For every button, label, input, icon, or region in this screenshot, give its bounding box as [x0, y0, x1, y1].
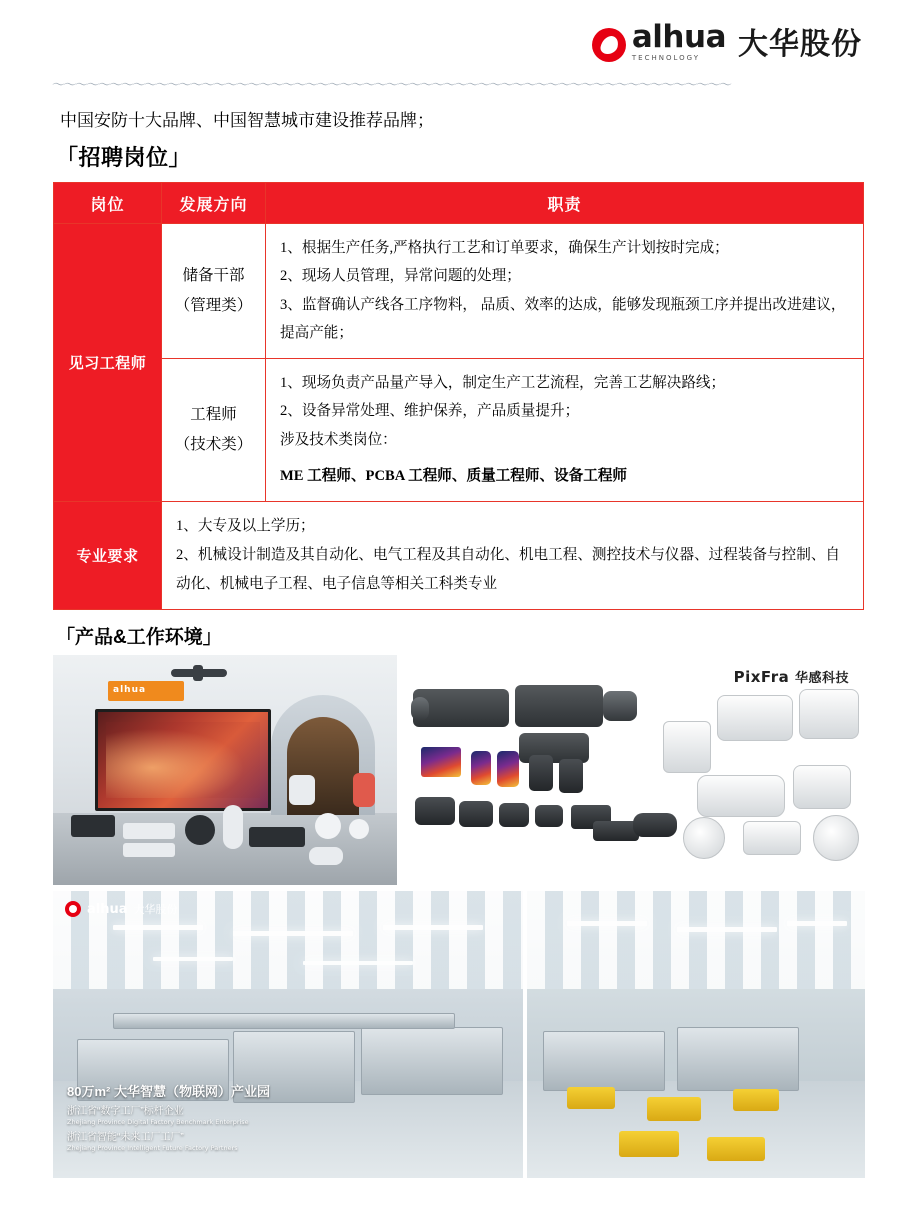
factory-caption-headline: 80万m² 大华智慧（物联网）产业园: [67, 1084, 270, 1100]
dahua-swoosh-icon: [65, 901, 81, 917]
thermal-binocular: [515, 685, 603, 727]
agv-robot: [647, 1097, 701, 1121]
agv-robot: [567, 1087, 615, 1109]
dome-camera: [683, 817, 725, 859]
photo-row-factory: [53, 891, 865, 1178]
multi-sensor-camera: [799, 689, 859, 739]
dome-camera: [813, 815, 859, 861]
factory-caption-line-1: 浙江省“数字工厂”标杆企业: [67, 1106, 184, 1118]
ceiling-light: [233, 931, 353, 936]
pixfra-wordmark: PixFra: [733, 668, 790, 687]
logo-mark: [592, 18, 726, 62]
product-nvr-unit: [123, 843, 175, 857]
ceiling-light: [677, 927, 777, 932]
product-white-device: [289, 775, 315, 805]
pixfra-logo: [734, 667, 849, 686]
table-header-direction: 发展方向: [162, 183, 266, 224]
ceiling-light: [113, 925, 203, 930]
cell-position-intern-engineer: 见习工程师: [54, 224, 162, 502]
factory-caption-en-2: Zhejiang Province Intelligent Future Factory Partners: [67, 1144, 238, 1153]
thermal-lens: [411, 697, 429, 721]
logo-wordmark-group: [631, 18, 726, 62]
direction-line-2: （技术类）: [174, 435, 253, 453]
agv-robot: [707, 1137, 765, 1161]
duty-item-bold: ME 工程师、PCBA 工程师、质量工程师、设备工程师: [280, 468, 628, 485]
ceiling-light: [787, 921, 847, 926]
factory-logo-wordmark: alhua: [87, 901, 128, 917]
showroom-video-wall: [95, 709, 271, 811]
cell-duties-management: [266, 224, 864, 359]
logo-wordmark: alhua: [631, 18, 726, 55]
workstation-unit: [677, 1027, 799, 1091]
thermal-module: [499, 803, 529, 827]
ptz-camera-long: [697, 775, 785, 817]
thermal-module: [459, 801, 493, 827]
thermal-monocular: [603, 691, 637, 721]
ceiling-light: [153, 957, 233, 961]
cell-major-requirements: [162, 501, 864, 610]
cell-direction-management: [162, 224, 266, 359]
table-row: [54, 224, 864, 359]
logo-tagline: TECHNOLOGY: [631, 53, 700, 62]
thermal-handheld: [497, 751, 519, 787]
product-red-device: [353, 773, 375, 807]
duty-item: 3、监督确认产线各工序物料， 品质、效率的达成，能够发现瓶颈工序并提出改进建议，提高产能；: [280, 296, 846, 342]
dahua-swoosh-icon: [592, 28, 626, 62]
intro-text: 中国安防十大品牌、中国智慧城市建设推荐品牌；: [60, 111, 434, 130]
ptz-camera: [663, 721, 711, 773]
page-header: [52, 0, 862, 76]
product-dome-camera: [315, 813, 341, 839]
product-column-device: [223, 805, 243, 849]
factory-logo: [65, 901, 178, 917]
dahua-logo: [592, 19, 862, 63]
agv-robot: [733, 1089, 779, 1111]
requirement-item: 1、大专及以上学历；: [176, 517, 315, 534]
product-camera-box: [71, 815, 115, 837]
thermal-handheld-dark: [559, 759, 583, 793]
bullet-camera: [633, 813, 677, 837]
ceiling-light: [383, 925, 483, 930]
assembly-line-unit: [361, 1027, 503, 1095]
box-camera: [743, 821, 801, 855]
ptz-camera: [793, 765, 851, 809]
thermal-module: [535, 805, 563, 827]
photo-product-showroom: [53, 655, 397, 885]
thermal-handheld: [471, 751, 491, 785]
direction-line-1: 储备干部: [182, 267, 245, 285]
product-drone-body: [193, 665, 203, 681]
direction-line-2: （管理类）: [174, 296, 253, 314]
table-row: [54, 358, 864, 501]
cell-direction-technical: [162, 358, 266, 501]
showroom-banner-logo: alhua: [113, 685, 147, 696]
table-header-row: [54, 183, 864, 224]
requirement-item: 2、机械设计制造及其自动化、电气工程及其自动化、机电工程、测控技术与仪器、过程装备与控制、自动化、机械电子工程、电子信息等相关工科类专业: [176, 546, 841, 592]
thermal-module: [415, 797, 455, 825]
factory-caption-en-1: Zhejiang Province Digital Factory Benchmark Enterprise: [67, 1118, 249, 1127]
thermal-handheld-dark: [529, 755, 553, 791]
table-row: [54, 501, 864, 610]
photo-factory-production-line: [53, 891, 523, 1178]
page-title: 「招聘岗位」: [56, 145, 192, 170]
cell-position-major-requirement: 专业要求: [54, 501, 162, 610]
product-speaker: [185, 815, 215, 845]
factory-logo-chinese: 大华股份: [133, 904, 178, 917]
ceiling-light: [303, 961, 413, 965]
factory-caption-line-2: 浙江省智能“未来工厂工厂”: [67, 1132, 184, 1144]
agv-robot: [619, 1131, 679, 1157]
table-header-position: 岗位: [54, 183, 162, 224]
wavy-divider: 〜〜〜〜〜〜〜〜〜〜〜〜〜〜〜〜〜〜〜〜〜〜〜〜〜〜〜〜〜〜〜〜〜〜〜〜〜〜〜〜〜〜〜〜〜〜〜〜〜〜〜〜〜〜〜〜〜〜〜: [52, 80, 731, 92]
cell-duties-technical: [266, 358, 864, 501]
duty-item: 1、根据生产任务,严格执行工艺和订单要求，确保生产计划按时完成；: [280, 240, 729, 256]
product-nvr-unit: [123, 823, 175, 839]
ptz-camera-large: [717, 695, 793, 741]
conveyor-belt: [113, 1013, 455, 1029]
direction-line-1: 工程师: [190, 406, 237, 424]
logo-chinese-name: 大华股份: [738, 28, 862, 61]
factory-caption: [67, 1081, 270, 1152]
photo-row-products: [53, 655, 865, 885]
product-sensor: [309, 847, 343, 865]
duty-item: 1、现场负责产品量产导入，制定生产工艺流程，完善工艺解决路线；: [280, 374, 726, 391]
factory-ceiling: [527, 891, 865, 989]
photo-factory-agv-workshop: [527, 891, 865, 1178]
ceiling-light: [567, 921, 647, 926]
workstation-unit: [543, 1031, 665, 1091]
duty-item: 2、设备异常处理、维护保养，产品质量提升；: [280, 403, 580, 420]
table-header-duty: 职责: [266, 183, 864, 224]
pixfra-chinese-name: 华感科技: [794, 670, 849, 686]
duty-item: 2、现场人员管理，异常问题的处理；: [280, 268, 521, 285]
thermal-image-sample: [421, 747, 461, 777]
product-router: [249, 827, 305, 847]
product-section-title: 「产品&工作环境」: [56, 627, 222, 649]
recruitment-table: [53, 182, 864, 610]
photo-thermal-products: [397, 655, 865, 885]
duty-item: 涉及技术类岗位：: [280, 431, 397, 448]
